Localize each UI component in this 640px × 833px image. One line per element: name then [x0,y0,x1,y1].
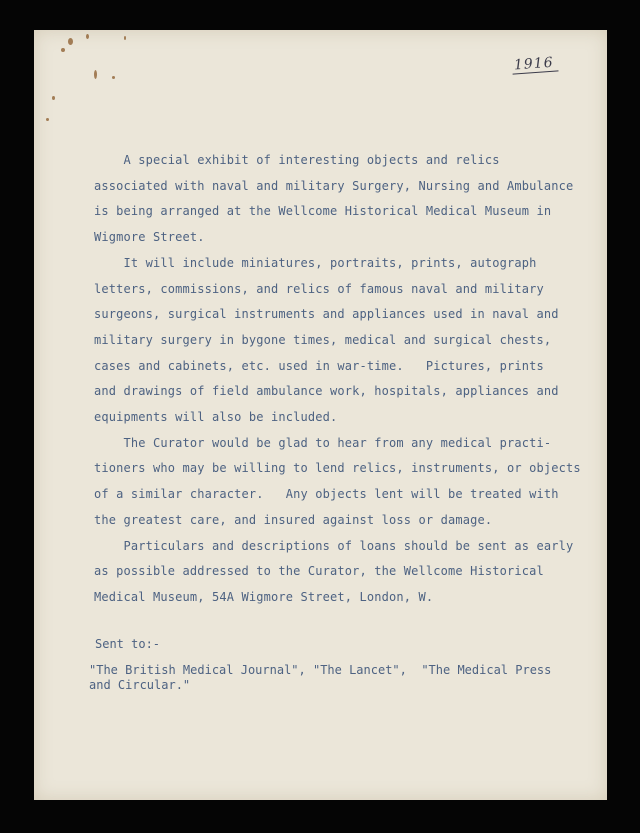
rust-stain [52,96,55,100]
recipients-line-1: "The British Medical Journal", "The Lancet", "The Medical Press [89,663,552,677]
paragraph-3-line-3: of a similar character. Any objects lent will be treated with [94,487,559,502]
sent-to-label: Sent to:- [95,637,161,651]
paragraph-1-line-2: associated with naval and military Surgery, Nursing and Ambulance [94,178,574,193]
rust-stain [68,38,73,45]
letter-body [94,148,604,611]
paragraph-1-line-3: is being arranged at the Wellcome Historical Medical Museum in [94,204,552,219]
paragraph-4-line-1: Particulars and descriptions of loans should be sent as early [94,538,574,553]
handwritten-year-annotation: 1916 [511,54,558,74]
rust-stain [61,48,65,52]
paragraph-3-line-2: tioners who may be willing to lend relics, instruments, or objects [94,461,581,476]
paragraph-1-line-4: Wigmore Street. [94,230,205,245]
paragraph-3-line-1: The Curator would be glad to hear from any medical practi- [94,435,552,450]
rust-stain [86,34,89,39]
paragraph-2-line-2: letters, commissions, and relics of famous naval and military [94,281,544,296]
rust-stain [46,118,49,121]
paragraph-4-line-2: as possible addressed to the Curator, the Wellcome Historical [94,564,544,579]
typed-letter-page [34,30,607,800]
paragraph-2-line-7: equipments will also be included. [94,410,338,425]
rust-stain [94,70,97,79]
paragraph-2-line-5: cases and cabinets, etc. used in war-time. Pictures, prints [94,358,544,373]
paragraph-2-line-6: and drawings of field ambulance work, hospitals, appliances and [94,384,559,399]
paragraph-4-line-3: Medical Museum, 54A Wigmore Street, London, W. [94,589,434,604]
distribution-list [89,636,609,693]
paragraph-2-line-3: surgeons, surgical instruments and appliances used in naval and [94,307,559,322]
paragraph-3-line-4: the greatest care, and insured against loss or damage. [94,512,493,527]
recipients-line-2: and Circular." [89,678,191,692]
paragraph-2-line-4: military surgery in bygone times, medical and surgical chests, [94,332,552,347]
rust-stain [112,76,115,79]
paragraph-2-line-1: It will include miniatures, portraits, prints, autograph [94,255,537,270]
rust-stain [124,36,126,40]
paragraph-1-line-1: A special exhibit of interesting objects and relics [94,153,500,167]
